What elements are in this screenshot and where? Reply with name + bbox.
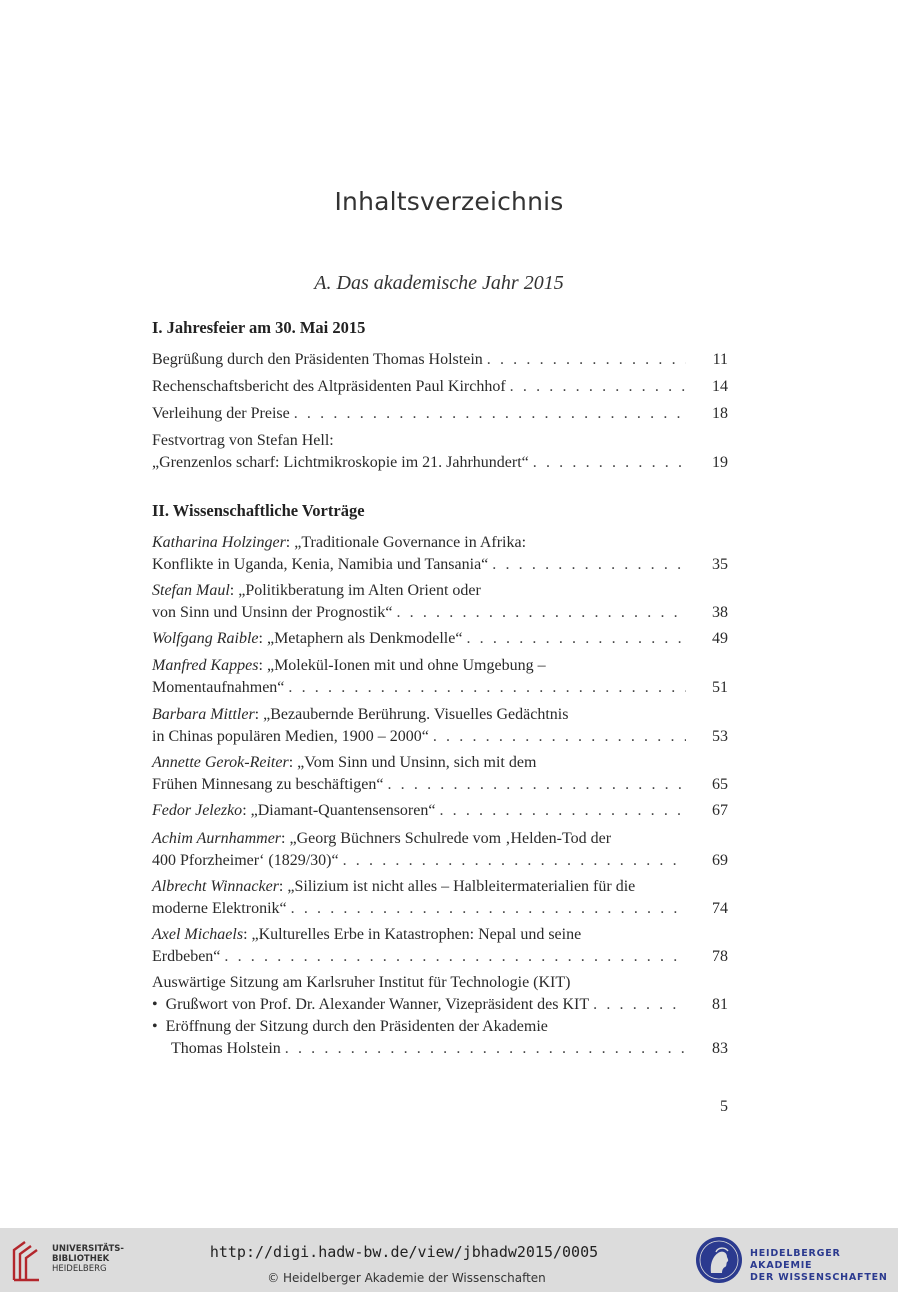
page-number: 78 (712, 947, 728, 965)
toc-entry[interactable]: Begrüßung durch den Präsidenten Thomas Holstein . . . 11 (152, 349, 728, 371)
toc-entry[interactable]: Fedor Jelezko: „Diamant-Quantensensoren“ . . . 67 (152, 800, 728, 822)
toc-entry[interactable]: Manfred Kappes: „Molekül-Ionen mit und ohne Umgebung – Momentaufnahmen“ . . . 51 (152, 655, 728, 698)
author-name: Katharina Holzinger (152, 534, 286, 551)
page-number: 53 (712, 727, 728, 745)
page-number: 14 (712, 378, 728, 395)
toc-entry[interactable]: Katharina Holzinger: „Traditionale Governance in Afrika: Konflikte in Uganda, Kenia, Namibia und Tansania“ . . . 35 (152, 532, 728, 575)
toc-entry[interactable]: Albrecht Winnacker: „Silizium ist nicht alles – Halbleitermaterialien für die moderne Elektronik“ . . . 74 (152, 876, 728, 919)
toc-entry[interactable]: Verleihung der Preise . . . 18 (152, 403, 728, 425)
folio-page-number: 5 (720, 1098, 728, 1115)
page-number: 69 (712, 851, 728, 869)
toc-entry[interactable]: Stefan Maul: „Politikberatung im Alten Orient oder von Sinn und Unsinn der Prognostik“ . . . 38 (152, 580, 728, 623)
page-number: 51 (712, 678, 728, 696)
toc-entry[interactable]: Axel Michaels: „Kulturelles Erbe in Katastrophen: Nepal und seine Erdbeben“ . . . 78 (152, 924, 728, 967)
author-name: Stefan Maul (152, 582, 230, 599)
copyright-notice: © Heidelberger Akademie der Wissenschaften (267, 1271, 546, 1285)
page-number: 38 (712, 603, 728, 621)
permalink-url[interactable]: http://digi.hadw-bw.de/view/jbhadw2015/0005 (209, 1243, 599, 1261)
university-library-name: UNIVERSITÄTS- BIBLIOTHEK HEIDELBERG (52, 1244, 124, 1274)
author-name: Achim Aurnhammer (152, 830, 282, 847)
toc-entry[interactable]: Wolfgang Raible: „Metaphern als Denkmodelle“ . . . 49 (152, 628, 728, 650)
author-name: Axel Michaels (152, 926, 244, 943)
page-number: 18 (712, 405, 728, 422)
section-title-1: I. Jahresfeier am 30. Mai 2015 (152, 318, 366, 337)
author-name: Annette Gerok-Reiter (152, 754, 289, 771)
toc-bullet-entry[interactable]: • Grußwort von Prof. Dr. Alexander Wanner, Vizepräsident des KIT . . . 81 (152, 994, 728, 1016)
toc-entry[interactable]: Achim Aurnhammer: „Georg Büchners Schulrede vom ‚Helden-Tod der 400 Pforzheimer‘ (1829/30)“ . . . 69 (152, 828, 728, 871)
author-name: Albrecht Winnacker (152, 878, 279, 895)
toc-bullet-entry[interactable]: • Eröffnung der Sitzung durch den Präsidenten der Akademie Thomas Holstein . . . 83 (152, 1016, 728, 1059)
author-name: Fedor Jelezko (152, 802, 243, 819)
author-name: Wolfgang Raible (152, 630, 259, 647)
page-number: 81 (712, 996, 728, 1013)
page-number: 49 (712, 630, 728, 647)
page-number: 19 (712, 453, 728, 471)
footer-bar (0, 1228, 898, 1292)
author-name: Barbara Mittler (152, 706, 255, 723)
academy-seal-icon (694, 1235, 744, 1285)
bullet-icon: • (152, 996, 158, 1013)
page-number: 67 (712, 802, 728, 819)
part-title: A. Das akademische Jahr 2015 (314, 272, 564, 294)
toc-entry[interactable]: Festvortrag von Stefan Hell: „Grenzenlos scharf: Lichtmikroskopie im 21. Jahrhundert“ . . . 19 (152, 430, 728, 473)
page-number: 65 (712, 775, 728, 793)
page-number: 35 (712, 555, 728, 573)
author-name: Manfred Kappes (152, 657, 259, 674)
bullet-icon: • (152, 1018, 158, 1035)
page-title: Inhaltsverzeichnis (334, 187, 564, 216)
page-number: 83 (712, 1039, 728, 1057)
toc-entry[interactable]: Barbara Mittler: „Bezaubernde Berührung. Visuelles Gedächtnis in Chinas populären Medien, 1900 – 2000“ . . . 53 (152, 704, 728, 747)
section-title-2: II. Wissenschaftliche Vorträge (152, 501, 365, 520)
toc-entry[interactable]: Rechenschaftsbericht des Altpräsidenten Paul Kirchhof . . . 14 (152, 376, 728, 398)
page-number: 74 (712, 899, 728, 917)
page-number: 11 (712, 351, 728, 368)
toc-entry[interactable]: Annette Gerok-Reiter: „Vom Sinn und Unsinn, sich mit dem Frühen Minnesang zu beschäftigen“ . . . 65 (152, 752, 728, 795)
academy-name: HEIDELBERGER AKADEMIE DER WISSENSCHAFTEN (750, 1248, 888, 1283)
toc-entry-kit-heading: Auswärtige Sitzung am Karlsruher Institut für Technologie (KIT) (152, 974, 571, 991)
